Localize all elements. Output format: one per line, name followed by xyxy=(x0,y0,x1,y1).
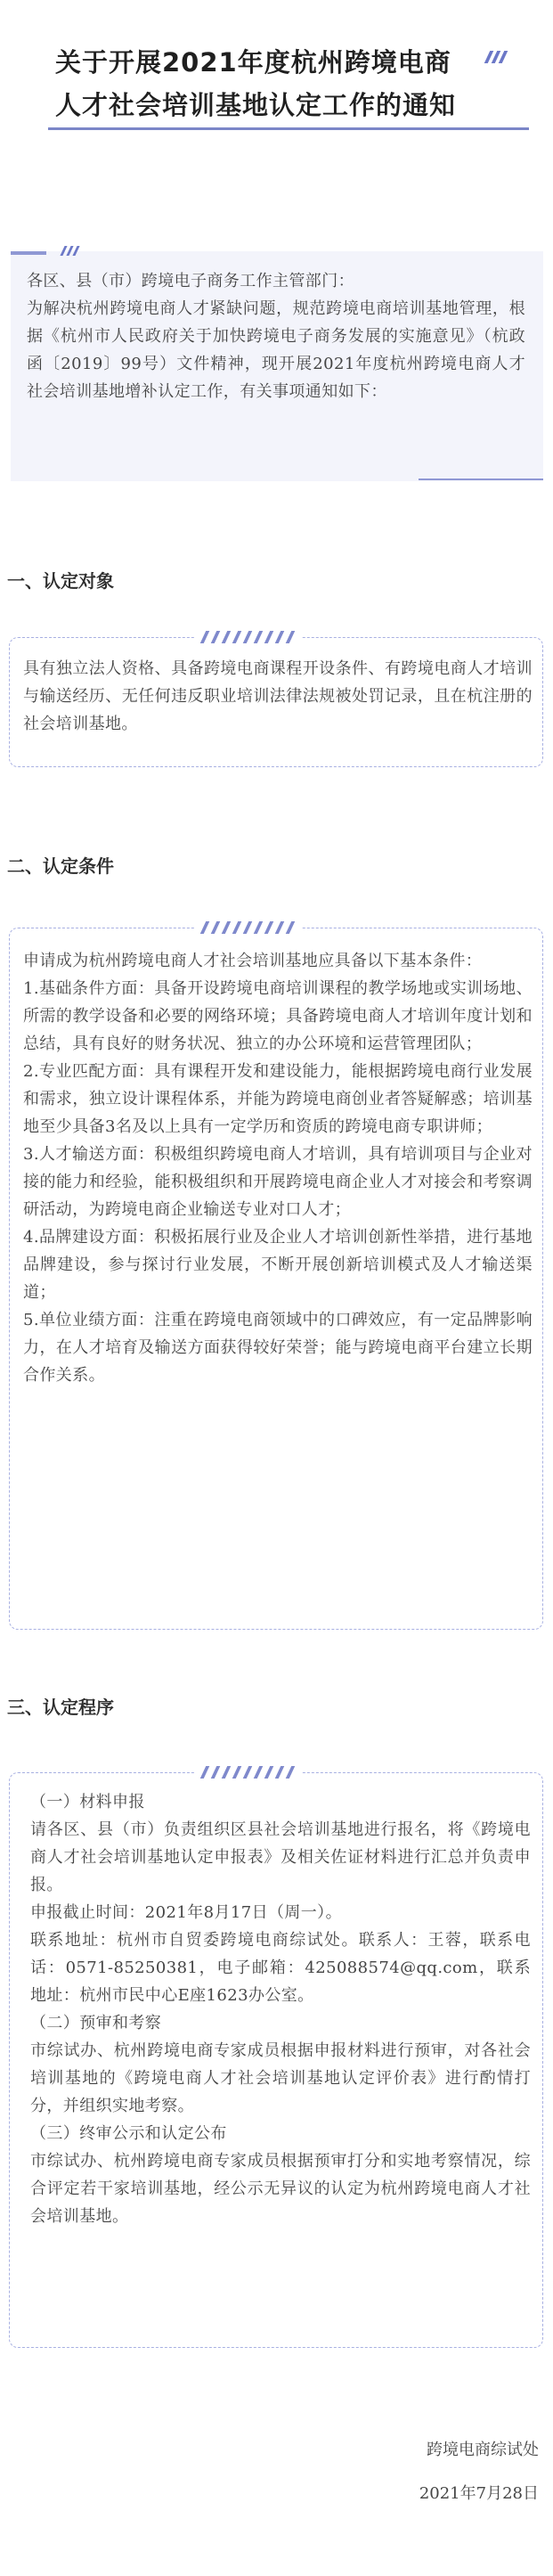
section-heading-conditions: 二、认定条件 xyxy=(7,855,114,877)
box-slash-decoration xyxy=(194,1766,301,1779)
signature-date: 2021年7月28日 xyxy=(419,2484,539,2503)
section-heading-procedure: 三、认定程序 xyxy=(7,1697,114,1718)
intro-top-accent xyxy=(11,251,46,255)
section-heading-targets: 一、认定对象 xyxy=(7,570,114,592)
intro-bottom-accent xyxy=(419,478,543,480)
box-slash-decoration xyxy=(194,631,301,643)
intro-text: 各区、县（市）跨境电子商务工作主管部门： 为解决杭州跨境电商人才紧缺问题，规范跨境电商培训基地管理，根据《杭州市人民政府关于加快跨境电子商务发展的实施意见》（杭政函〔2019〕99号）文件精神，现开展2021年度杭州跨境电商人才社会培训基地增补认定工作，有关事项通知如下： xyxy=(27,272,525,401)
section-text-targets: 具有独立法人资格、具备跨境电商课程开设条件、有跨境电商人才培训与输送经历、无任何违反职业培训法律法规被处罚记录，且在杭注册的社会培训基地。 xyxy=(23,659,533,733)
box-slash-decoration xyxy=(194,921,301,934)
section-text-procedure: （一）材料申报 请各区、县（市）负责组织区县社会培训基地进行报名，将《跨境电商人才社会培训基地认定申报表》及相关佐证材料进行汇总并负责申报。 申报截止时间：2021年8月17日（周一）。 联系地址：杭州市自贸委跨境电商综试处。联系人：王蓉，联系电话：0571-85250381，电子邮箱：425088574@qq.com，联系地址：杭州市民中心E座1623办公室。 （二）预审和考察 市综试办、杭州跨境电商专家成员根据申报材料进行预审，对各社会培训基地的《跨境电商人才社会培训基地认定评价表》进行酌情打分，并组织实地考察。 （三）终审公示和认定公布 市综试办、杭州跨境电商专家成员根据预审打分和实地考察情况，综合评定若干家培训基地，经公示无异议的认定为杭州跨境电商人才社会培训基地。 xyxy=(30,1793,531,2226)
title-underline xyxy=(48,127,529,130)
section-text-conditions: 申请成为杭州跨境电商人才社会培训基地应具备以下基本条件： 1.基础条件方面：具备开设跨境电商培训课程的教学场地或实训场地、所需的教学设备和必要的网络环境；具备跨境电商人才培训年度计划和总结，具有良好的财务状况、独立的办公环境和运营管理团队； 2.专业匹配方面：具有课程开发和建设能力，能根据跨境电商行业发展和需求，独立设计课程体系，并能为跨境电商创业者答疑解惑；培训基地至少具备3名及以上具有一定学历和资质的跨境电商专职讲师； 3.人才输送方面：积极组织跨境电商人才培训，具有培训项目与企业对接的能力和经验，能积极组织和开展跨境电商企业人才对接会和考察调研活动，为跨境电商企业输送专业对口人才； 4.品牌建设方面：积极拓展行业及企业人才培训创新性举措，进行基地品牌建设，参与探讨行业发展，不断开展创新培训模式及人才输送渠道； 5.单位业绩方面：注重在跨境电商领域中的口碑效应，有一定品牌影响力，在人才培育及输送方面获得较好荣誉；能与跨境电商平台建立长期合作关系。 xyxy=(23,952,533,1385)
page-title-line2: 人才社会培训基地认定工作的通知 xyxy=(55,90,457,120)
title-slash-decoration xyxy=(487,51,505,63)
intro-slash-decoration xyxy=(62,246,77,256)
page-title-line1: 关于开展2021年度杭州跨境电商 xyxy=(55,47,451,78)
signature-org: 跨境电商综试处 xyxy=(427,2441,539,2459)
